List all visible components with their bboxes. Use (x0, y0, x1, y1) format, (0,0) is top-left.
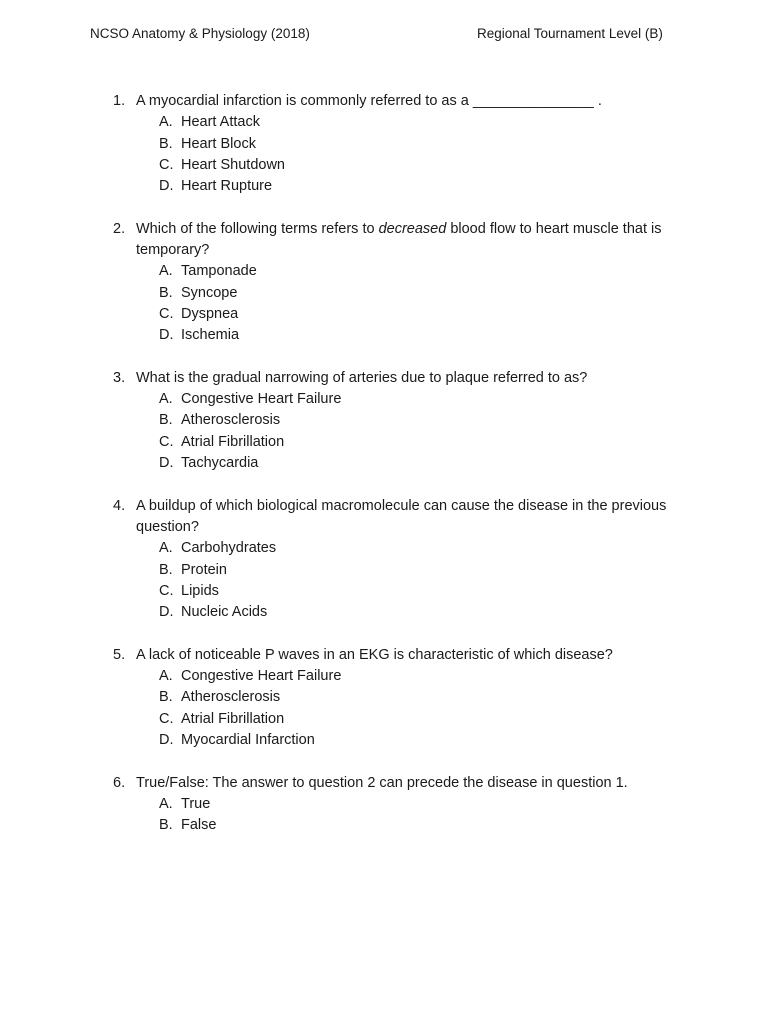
answer-option-a (0, 666, 770, 687)
question-3 (0, 368, 770, 474)
option-text: Heart Rupture (181, 178, 273, 195)
option-text: Nucleic Acids (181, 604, 268, 621)
option-text: False (181, 817, 217, 834)
option-letter: B. (159, 689, 173, 706)
question-5 (0, 645, 770, 751)
option-letter: A. (159, 263, 173, 280)
option-text: Heart Block (181, 135, 256, 152)
question-text (136, 91, 676, 112)
option-letter: B. (159, 135, 173, 152)
answer-option-a (0, 794, 770, 815)
answer-option-c (0, 581, 770, 602)
answer-option-b (0, 560, 770, 581)
answer-option-b (0, 687, 770, 708)
question-text-part: blood flow to heart muscle that is temporary? (136, 220, 662, 259)
answer-option-c (0, 709, 770, 730)
option-letter: C. (159, 582, 174, 599)
option-text: Carbohydrates (181, 540, 277, 557)
option-letter: A. (159, 391, 173, 408)
question-text-part: A lack of noticeable P waves in an EKG is characteristic of which disease? (136, 646, 613, 663)
header-course-title: NCSO Anatomy & Physiology (2018) (90, 26, 310, 41)
answer-option-a (0, 112, 770, 133)
option-text: Atherosclerosis (181, 689, 281, 706)
option-text: Ischemia (181, 327, 240, 344)
option-letter: D. (159, 604, 174, 621)
option-text: Atrial Fibrillation (181, 433, 285, 450)
option-letter: C. (159, 156, 174, 173)
option-text: Atrial Fibrillation (181, 710, 285, 727)
question-text (136, 219, 676, 262)
question-text-part: What is the gradual narrowing of arteries due to plaque referred to as? (136, 369, 588, 386)
answer-option-a (0, 261, 770, 282)
question-number: 5. (113, 646, 126, 663)
answer-option-d (0, 602, 770, 623)
option-text: Heart Attack (181, 114, 260, 131)
option-letter: A. (159, 668, 173, 685)
question-text-part: A myocardial infarction is commonly referred to as a _______________ . (136, 93, 602, 109)
question-text (136, 368, 676, 389)
question-text (136, 496, 676, 539)
option-text: True (181, 795, 211, 812)
question-list (0, 91, 770, 858)
answer-options (0, 794, 770, 837)
answer-option-c (0, 155, 770, 176)
answer-option-c (0, 304, 770, 325)
question-number: 4. (113, 497, 126, 514)
option-text: Protein (181, 561, 227, 578)
answer-option-d (0, 730, 770, 751)
answer-options (0, 112, 770, 197)
option-letter: B. (159, 412, 173, 429)
answer-option-b (0, 815, 770, 836)
question-number: 2. (113, 220, 126, 237)
question-number: 1. (113, 93, 126, 109)
option-letter: B. (159, 561, 173, 578)
option-letter: A. (159, 795, 173, 812)
option-text: Heart Shutdown (181, 156, 285, 173)
answer-options (0, 538, 770, 623)
answer-options (0, 261, 770, 346)
option-letter: D. (159, 178, 174, 195)
question-emphasis: decreased (378, 220, 447, 237)
question-4 (0, 496, 770, 624)
option-text: Atherosclerosis (181, 412, 281, 429)
option-letter: B. (159, 817, 173, 834)
question-number: 3. (113, 369, 126, 386)
option-text: Dyspnea (181, 305, 239, 322)
option-text: Congestive Heart Failure (181, 668, 342, 685)
question-6 (0, 773, 770, 837)
option-text: Tachycardia (181, 455, 259, 472)
answer-option-a (0, 389, 770, 410)
option-text: Congestive Heart Failure (181, 391, 342, 408)
question-text-part: A buildup of which biological macromolecule can cause the disease in the previous question? (136, 497, 667, 535)
answer-option-b (0, 410, 770, 431)
answer-option-b (0, 283, 770, 304)
option-letter: A. (159, 540, 173, 557)
option-letter: B. (159, 284, 173, 301)
question-2 (0, 219, 770, 347)
answer-option-c (0, 432, 770, 453)
question-text-part: True/False: The answer to question 2 can precede the disease in question 1. (136, 774, 628, 791)
option-letter: D. (159, 731, 174, 748)
answer-option-d (0, 325, 770, 346)
option-text: Myocardial Infarction (181, 731, 315, 748)
answer-option-b (0, 134, 770, 155)
answer-options (0, 389, 770, 474)
header-tournament-level: Regional Tournament Level (B) (477, 26, 663, 41)
option-letter: C. (159, 710, 174, 727)
answer-options (0, 666, 770, 751)
option-text: Syncope (181, 284, 238, 301)
question-number: 6. (113, 774, 126, 791)
answer-option-d (0, 176, 770, 197)
question-text (136, 773, 676, 794)
option-text: Lipids (181, 582, 219, 599)
option-letter: D. (159, 455, 174, 472)
option-text: Tamponade (181, 263, 257, 280)
option-letter: D. (159, 327, 174, 344)
question-text (136, 645, 676, 666)
option-letter: C. (159, 305, 174, 322)
question-1 (0, 91, 770, 197)
option-letter: A. (159, 114, 173, 131)
answer-option-a (0, 538, 770, 559)
question-text-part: Which of the following terms refers to (136, 220, 379, 237)
option-letter: C. (159, 433, 174, 450)
answer-option-d (0, 453, 770, 474)
